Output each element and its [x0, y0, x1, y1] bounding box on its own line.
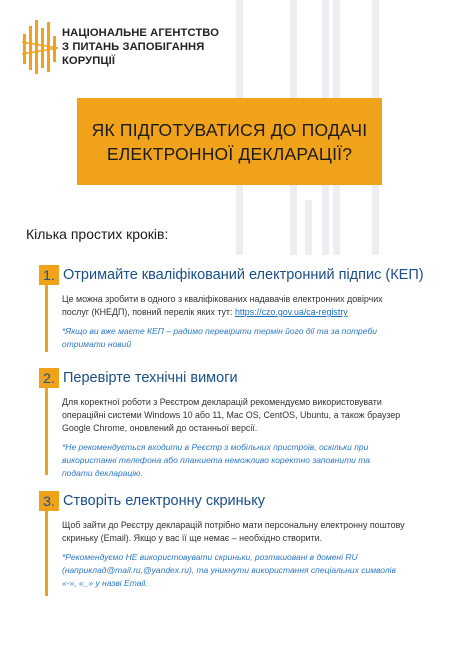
note-line: отримати новий: [62, 339, 132, 349]
step-number-badge: 3.: [39, 491, 59, 511]
ca-registry-link[interactable]: https://czo.gov.ua/ca-registry: [234, 307, 348, 317]
step-body: [62, 519, 439, 545]
body-line: [62, 306, 439, 319]
body-line: Це можна зробити в одного з кваліфікованих надавачів електронних довірчих: [62, 294, 383, 304]
note-line: використанні телефона або планшета неможливо коректно заповнити та: [62, 455, 370, 465]
banner-title-line: ЯК ПІДГОТУВАТИСЯ ДО ПОДАЧІ: [91, 119, 368, 140]
body-line: Щоб зайти до Реєстру декларацій потрібно мати персональну електронну поштову: [62, 520, 405, 530]
step-note: [62, 325, 439, 351]
banner-title-line: ЕЛЕКТРОННОЇ ДЕКЛАРАЦІЇ?: [106, 143, 353, 164]
step-title: Перевірте технічні вимоги: [63, 370, 238, 386]
agency-name-line: КОРУПЦІЇ: [62, 55, 116, 67]
body-line: Google Chrome, оновлений до останньої версії.: [62, 423, 258, 433]
step-3: [39, 491, 439, 590]
step-title: Створіть електронну скриньку: [63, 493, 265, 509]
step-number-badge: 1.: [39, 265, 59, 285]
step-header: [39, 491, 439, 511]
step-note: [62, 441, 439, 480]
note-line: *Не рекомендується входити в Реєстр з мобільних пристроїв, оскільки при: [62, 442, 369, 452]
step-number-badge: 2.: [39, 368, 59, 388]
agency-name: [62, 26, 219, 68]
note-line: подати декларацію.: [62, 468, 143, 478]
note-line: (наприклад@mail.ru,@yandex.ru), та уникнути використання спеціальних символів: [62, 565, 396, 575]
body-text: послуг (КНЕДП), повний перелік яких тут:: [62, 307, 235, 317]
step-2: [39, 368, 439, 480]
step-body: [62, 396, 439, 435]
body-line: операційні системи Windows 10 або 11, Mac OS, CentOS, Ubuntu, а також браузер: [62, 410, 401, 420]
step-body: [62, 293, 439, 319]
note-line: *Рекомендуємо НЕ використовувати скриньки, розташовані в домені RU: [62, 552, 358, 562]
agency-name-line: З ПИТАНЬ ЗАПОБІГАННЯ: [62, 41, 205, 53]
note-line: *Якщо ви вже маєте КЕП – радимо перевірити термін його дії та за потреби: [62, 326, 378, 336]
step-note: [62, 551, 439, 590]
step-header: [39, 368, 439, 388]
steps-subheading: Кілька простих кроків:: [26, 226, 169, 242]
step-1: [39, 265, 439, 351]
step-title: Отримайте кваліфікований електронний підпис (КЕП): [63, 267, 424, 283]
title-banner: [77, 98, 382, 185]
decor-bar-6: [305, 200, 312, 255]
body-line: скриньку (Email). Якщо у вас її ще немає – необхідно створити.: [62, 533, 323, 543]
agency-name-line: НАЦІОНАЛЬНЕ АГЕНТСТВО: [62, 27, 220, 39]
agency-logo-icon: [22, 18, 58, 76]
step-header: [39, 265, 439, 285]
body-line: Для коректної роботи з Реєстром декларацій рекомендуємо використовувати: [62, 397, 382, 407]
note-line: «-», «_» у назві Email.: [62, 578, 148, 588]
